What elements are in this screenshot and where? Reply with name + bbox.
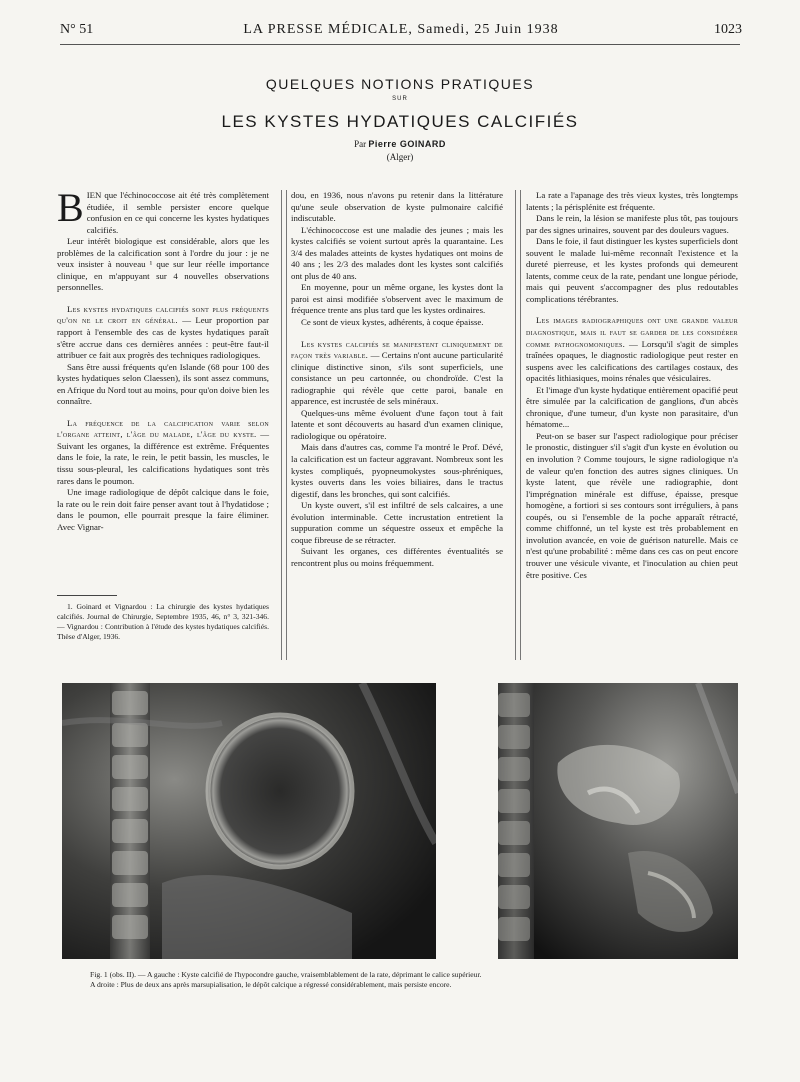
journal-title: LA PRESSE MÉDICALE, Samedi, 25 Juin 1938: [243, 22, 559, 37]
header-rule: [60, 44, 740, 45]
paragraph: Dans le rein, la lésion se manifeste plus tôt, pas toujours par des signes urinaires, souvent par des douleurs vagues.: [526, 213, 738, 235]
column-1: [57, 185, 269, 533]
paragraph: Ce sont de vieux kystes, adhérents, à coque épaisse.: [301, 317, 484, 328]
paragraph: Et l'image d'un kyste hydatique entièrement opacifié peut être simulée par la calcification de ganglions, d'un abcès chronique, d'une tumeur, d'un kyste non parasitaire, d'un hématome...: [526, 384, 738, 430]
footnote: 1. Goinard et Vignardou : La chirurgie des kystes hydatiques calcifiés. Journal de Chirurgie, Septembre 1935, 46, n° 3, 321-346. — Vignardou : Contribution à l'étude des kystes hydatiques calcifiés. Thèse d'Alger, 1936.: [57, 602, 269, 641]
caption-line-2: A droite : Plus de deux ans après marsupialisation, le dépôt calcique a régressé considérablement, mais persiste encore.: [90, 980, 452, 989]
radiograph-left-image: [62, 683, 436, 959]
paragraph: Leur intérêt biologique est considérable, alors que les problèmes de la calcification sont à l'ordre du jour : je ne veux insister à nouveau ¹ que sur leur réelle importance clinique, en m'appuyant sur 4 nouvelles observations personnelles.: [57, 236, 269, 293]
paragraph: [57, 185, 269, 236]
section-text: — Suivant les organes, la différence est extrême. Fréquentes dans le foie, la rate, le rein, le petit bassin, les muscles, le tissu sous-pleural, les calcifications hydatiques sont très rares dans le poumon.: [57, 429, 269, 486]
section-paragraph: [291, 339, 503, 408]
author-city: (Alger): [386, 152, 414, 162]
radiograph-right: [498, 683, 738, 959]
paragraph: La rate a l'apanage des très vieux kystes, très longtemps latents ; la périsplénite est fréquente.: [526, 190, 738, 212]
column-divider: [281, 190, 287, 660]
drop-cap: B: [57, 185, 84, 230]
figure-caption: [90, 970, 750, 990]
section-heading: Les kystes hydatiques calcifiés sont plus fréquents qu'on ne le croit en général.: [57, 303, 269, 326]
section-heading: La fréquence de la calcification varie selon l'organe atteint, l'âge du malade, l'âge du kyste.: [57, 417, 269, 440]
paragraph: En moyenne, pour un même organe, les kystes dont la paroi est ainsi modifiée s'observent avec le maximum de fréquence trente ans plus tard que les kystes ordinaires.: [291, 282, 503, 316]
section-text: — Certains n'ont aucune particularité clinique distinctive sinon, s'ils sont superficiels, une consistance un peu cartonnée, ou chondroïde. C'est la radiographie qui révèle que cette paroi, banale en apparence, est incrustée de sels minéraux.: [291, 350, 503, 407]
footnote-rule: [57, 595, 117, 596]
section-paragraph: [526, 315, 738, 384]
paragraph: L'échinococcose est une maladie des jeunes ; mais les kystes calcifiés se voient surtout après la quarantaine. Les 3/4 des malades atteints de kystes hydatiques ont moins de 40 ans ; les 2/3 des malades dont les kystes sont calcifiés ont plus de 40 ans.: [291, 224, 503, 281]
title-line-2: SUR: [392, 96, 408, 102]
author-name: Pierre GOINARD: [368, 139, 446, 149]
radiograph-right-image: [498, 683, 738, 959]
section-text: — Lorsqu'il s'agit de simples traînées opaques, le diagnostic radiologique peut rester en suspens avec les calcifications des cartilages costaux, des opacités lithiasiques, moins rénales que vésiculaires.: [526, 338, 738, 384]
article-title: LES KYSTES HYDATIQUES CALCIFIÉS: [221, 112, 579, 131]
paragraph: dou, en 1936, nous n'avons pu retenir dans la littérature qu'une seule observation de kyste pulmonaire calcifié indiscutable.: [291, 190, 503, 224]
paragraph-text: IEN que l'échinococcose ait été très complètement étudiée, il semble persister encore quelque confusion en ce qui concerne les kystes hydatiques calcifiés.: [86, 190, 269, 235]
issue-number: N° 51: [60, 22, 94, 37]
section-paragraph: [57, 418, 269, 487]
page-number: 1023: [714, 22, 742, 37]
paragraph: Une image radiologique de dépôt calcique dans le foie, la rate ou le rein doit faire penser avant tout à l'hydatidose ; dans le poumon, elle pourrait presque la faire éliminer. Avec Vignar-: [57, 487, 269, 532]
section-paragraph: [57, 304, 269, 362]
byline-prefix: Par: [354, 139, 367, 149]
section-text: — Leur proportion par rapport à l'ensemble des cas de kystes hydatiques paraît s'être accrue dans ces dernières années : peut-être faut-il attribuer ce fait aux progrès des techniques radiologiques.: [57, 315, 269, 361]
paragraph: Sans être aussi fréquents qu'en Islande (68 pour 100 des kystes hydatiques selon Claessen), ils sont assez communs, en Afrique du Nord tout au moins, pour qu'on doive bien les connaître.: [57, 361, 269, 407]
column-divider: [515, 190, 521, 660]
column-3: [526, 190, 738, 581]
byline: [0, 139, 800, 149]
section-heading: Les kystes calcifiés se manifestent cliniquement de façon très variable.: [291, 338, 503, 361]
paragraph: Peut-on se baser sur l'aspect radiologique pour préciser le pronostic, distinguer s'il s'agit d'un kyste en évolution ou en involution ? Comme toujours, le signe radiologique n'a de valeur qu'en fonction des autres signes cliniques. Un kyste latent, que révèle une radiographie, dont l'imprégnation minérale est diffuse, épaisse, presque homogène, a fortiori si ses contours sont irréguliers, à pans coupés, ou si l'ensemble de la poche apparaît rétracté, comme chiffonné, un tel kyste est très probablement en involution avancée, en voie de guérison naturelle. Mais ce n'est qu'une probabilité : même dans ces cas on peut encore trouver une vésicule vivante, et l'inoculation au chien peut être positive. Ces: [526, 430, 738, 580]
title-line-1: QUELQUES NOTIONS PRATIQUES: [265, 76, 535, 92]
paragraph: Un kyste ouvert, s'il est infiltré de sels calcaires, a une évolution interminable. Cette incrustation entretient la suppuration comme un séquestre osseux et empêche la coque fibreuse de se rétracter.: [291, 500, 503, 545]
section-heading: Les images radiographiques ont une grande valeur diagnostique, mais il faut se garder de les considérer comme pathognomoniques.: [526, 315, 738, 349]
paragraph: Mais dans d'autres cas, comme l'a montré le Prof. Dévé, la calcification est un facteur aggravant. Nombreux sont les kystes compliqués, pyopneumokystes sous-phréniques, kystes ouverts dans les voies biliaires, dans le tractus digestif, dans les bronches, qui sont calcifiés.: [291, 442, 503, 499]
radiograph-left: [62, 683, 436, 959]
running-header: [60, 20, 742, 44]
paragraph: Suivant les organes, ces différentes éventualités se rencontrent plus ou moins fréquemment.: [291, 546, 503, 568]
paragraph: Quelques-uns même évoluent d'une façon tout à fait latente et sont découverts au hasard d'un examen clinique, radiologique ou opératoire.: [291, 407, 503, 441]
caption-line-1: Fig. 1 (obs. II). — A gauche : Kyste calcifié de l'hypocondre gauche, vraisemblablement de la rate, déprimant le calice supérieur.: [90, 970, 482, 979]
column-2: [291, 190, 503, 570]
paragraph: Dans le foie, il faut distinguer les kystes superficiels dont souvent le malade lui-même reconnaît l'existence et la dureté pierreuse, et les kystes profonds qui demeurent latents, comme ceux de la rate, pendant une longue période, mais qui peuvent s'accompagner des plus redoutables complications térébrantes.: [526, 236, 738, 304]
